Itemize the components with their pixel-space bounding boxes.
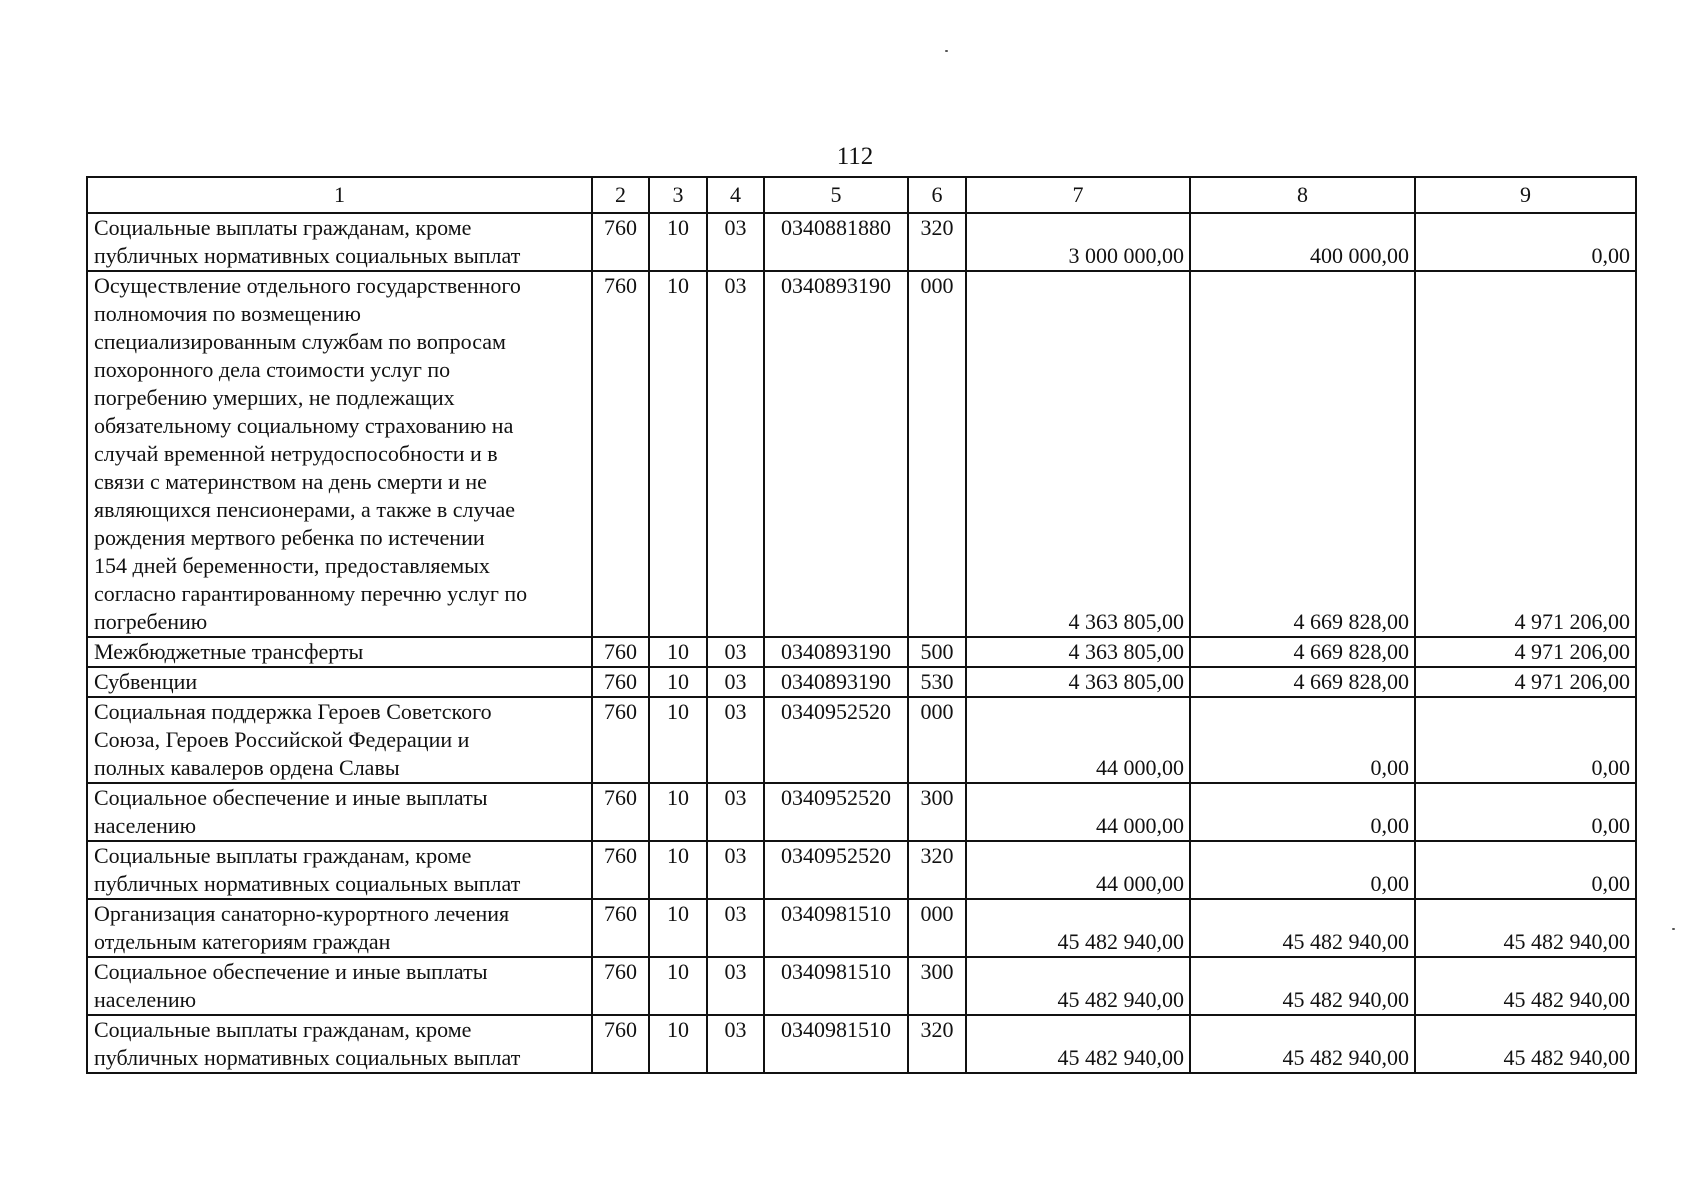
item-name (87, 841, 592, 899)
target-article-code: 0340952520 (764, 783, 908, 841)
expense-type-code: 000 (908, 697, 966, 783)
section-code: 10 (649, 783, 707, 841)
amount-year-1: 45 482 940,00 (966, 899, 1190, 957)
table-row (87, 213, 1636, 271)
item-name-line: публичных нормативных социальных выплат (94, 243, 521, 268)
ministry-code: 760 (592, 841, 649, 899)
ministry-code: 760 (592, 667, 649, 697)
item-name-line: обязательному социальному страхованию на (94, 413, 514, 438)
item-name-line: Союза, Героев Российской Федерации и (94, 727, 470, 752)
expense-type-code: 300 (908, 783, 966, 841)
table-row (87, 957, 1636, 1015)
column-number-7: 7 (966, 177, 1190, 213)
subsection-code: 03 (707, 697, 764, 783)
amount-year-2: 0,00 (1190, 841, 1415, 899)
section-code: 10 (649, 697, 707, 783)
amount-year-3: 0,00 (1415, 841, 1636, 899)
table-row (87, 271, 1636, 637)
item-name-line: полномочия по возмещению (94, 301, 361, 326)
item-name-line: Социальные выплаты гражданам, кроме (94, 843, 472, 868)
item-name-line: Социальная поддержка Героев Советского (94, 699, 492, 724)
section-code: 10 (649, 957, 707, 1015)
amount-year-3: 45 482 940,00 (1415, 899, 1636, 957)
item-name-line: Организация санаторно-курортного лечения (94, 901, 510, 926)
table-row (87, 637, 1636, 667)
table-row (87, 667, 1636, 697)
column-number-2: 2 (592, 177, 649, 213)
item-name-line: погребению умерших, не подлежащих (94, 385, 455, 410)
expense-type-code: 530 (908, 667, 966, 697)
section-code: 10 (649, 271, 707, 637)
subsection-code: 03 (707, 667, 764, 697)
amount-year-2: 45 482 940,00 (1190, 1015, 1415, 1073)
item-name-line: населению (94, 987, 197, 1012)
amount-year-1: 44 000,00 (966, 697, 1190, 783)
amount-year-1: 4 363 805,00 (966, 271, 1190, 637)
ministry-code: 760 (592, 783, 649, 841)
section-code: 10 (649, 899, 707, 957)
item-name-line: отдельным категориям граждан (94, 929, 391, 954)
expense-type-code: 300 (908, 957, 966, 1015)
amount-year-1: 4 363 805,00 (966, 637, 1190, 667)
item-name-line: Субвенции (94, 669, 198, 694)
amount-year-2: 400 000,00 (1190, 213, 1415, 271)
ministry-code: 760 (592, 957, 649, 1015)
ministry-code: 760 (592, 271, 649, 637)
expense-type-code: 500 (908, 637, 966, 667)
amount-year-1: 3 000 000,00 (966, 213, 1190, 271)
amount-year-3: 45 482 940,00 (1415, 957, 1636, 1015)
item-name-line: публичных нормативных социальных выплат (94, 871, 521, 896)
scan-speck (945, 50, 948, 52)
item-name-line: специализированным службам по вопросам (94, 329, 506, 354)
amount-year-3: 4 971 206,00 (1415, 667, 1636, 697)
expense-type-code: 320 (908, 841, 966, 899)
target-article-code: 0340981510 (764, 899, 908, 957)
subsection-code: 03 (707, 899, 764, 957)
target-article-code: 0340893190 (764, 667, 908, 697)
ministry-code: 760 (592, 697, 649, 783)
expense-type-code: 320 (908, 1015, 966, 1073)
expense-type-code: 000 (908, 271, 966, 637)
item-name (87, 957, 592, 1015)
subsection-code: 03 (707, 271, 764, 637)
expense-type-code: 320 (908, 213, 966, 271)
amount-year-1: 44 000,00 (966, 783, 1190, 841)
item-name-line: погребению (94, 609, 208, 634)
item-name (87, 899, 592, 957)
table-row (87, 1015, 1636, 1073)
column-number-6: 6 (908, 177, 966, 213)
subsection-code: 03 (707, 213, 764, 271)
target-article-code: 0340893190 (764, 637, 908, 667)
item-name-line: полных кавалеров ордена Славы (94, 755, 400, 780)
item-name (87, 1015, 592, 1073)
expense-type-code: 000 (908, 899, 966, 957)
item-name (87, 213, 592, 271)
amount-year-2: 0,00 (1190, 697, 1415, 783)
amount-year-3: 4 971 206,00 (1415, 637, 1636, 667)
column-number-3: 3 (649, 177, 707, 213)
amount-year-3: 0,00 (1415, 783, 1636, 841)
item-name-line: Социальное обеспечение и иные выплаты (94, 959, 488, 984)
ministry-code: 760 (592, 1015, 649, 1073)
column-number-9: 9 (1415, 177, 1636, 213)
column-number-8: 8 (1190, 177, 1415, 213)
item-name (87, 637, 592, 667)
target-article-code: 0340893190 (764, 271, 908, 637)
subsection-code: 03 (707, 1015, 764, 1073)
ministry-code: 760 (592, 213, 649, 271)
amount-year-2: 45 482 940,00 (1190, 957, 1415, 1015)
amount-year-1: 44 000,00 (966, 841, 1190, 899)
target-article-code: 0340981510 (764, 1015, 908, 1073)
item-name-line: связи с материнством на день смерти и не (94, 469, 487, 494)
amount-year-3: 0,00 (1415, 213, 1636, 271)
item-name-line: похоронного дела стоимости услуг по (94, 357, 451, 382)
item-name-line: населению (94, 813, 197, 838)
amount-year-2: 4 669 828,00 (1190, 271, 1415, 637)
ministry-code: 760 (592, 637, 649, 667)
target-article-code: 0340952520 (764, 841, 908, 899)
column-number-5: 5 (764, 177, 908, 213)
amount-year-1: 45 482 940,00 (966, 1015, 1190, 1073)
amount-year-3: 0,00 (1415, 697, 1636, 783)
item-name-line: публичных нормативных социальных выплат (94, 1045, 521, 1070)
table-row (87, 841, 1636, 899)
amount-year-1: 45 482 940,00 (966, 957, 1190, 1015)
section-code: 10 (649, 1015, 707, 1073)
item-name-line: случай временной нетрудоспособности и в (94, 441, 498, 466)
amount-year-2: 4 669 828,00 (1190, 667, 1415, 697)
subsection-code: 03 (707, 957, 764, 1015)
target-article-code: 0340981510 (764, 957, 908, 1015)
item-name-line: Социальное обеспечение и иные выплаты (94, 785, 488, 810)
item-name-line: согласно гарантированному перечню услуг по (94, 581, 528, 606)
ministry-code: 760 (592, 899, 649, 957)
subsection-code: 03 (707, 783, 764, 841)
item-name (87, 271, 592, 637)
subsection-code: 03 (707, 637, 764, 667)
section-code: 10 (649, 841, 707, 899)
target-article-code: 0340881880 (764, 213, 908, 271)
amount-year-3: 4 971 206,00 (1415, 271, 1636, 637)
item-name-line: Социальные выплаты гражданам, кроме (94, 1017, 472, 1042)
item-name-line: рождения мертвого ребенка по истечении (94, 525, 485, 550)
item-name-line: являющихся пенсионерами, а также в случае (94, 497, 516, 522)
item-name-line: Осуществление отдельного государственного (94, 273, 521, 298)
table-header-row (87, 177, 1636, 213)
column-number-1: 1 (87, 177, 592, 213)
amount-year-2: 0,00 (1190, 783, 1415, 841)
scan-speck (1672, 928, 1675, 930)
section-code: 10 (649, 213, 707, 271)
section-code: 10 (649, 637, 707, 667)
subsection-code: 03 (707, 841, 764, 899)
amount-year-1: 4 363 805,00 (966, 667, 1190, 697)
target-article-code: 0340952520 (764, 697, 908, 783)
table-row (87, 783, 1636, 841)
table-row (87, 899, 1636, 957)
amount-year-3: 45 482 940,00 (1415, 1015, 1636, 1073)
page-number: 112 (836, 143, 874, 170)
column-number-4: 4 (707, 177, 764, 213)
item-name-line: Социальные выплаты гражданам, кроме (94, 215, 472, 240)
table-row (87, 697, 1636, 783)
amount-year-2: 45 482 940,00 (1190, 899, 1415, 957)
item-name (87, 697, 592, 783)
item-name-line: Межбюджетные трансферты (94, 639, 364, 664)
section-code: 10 (649, 667, 707, 697)
budget-table (86, 176, 1637, 1074)
amount-year-2: 4 669 828,00 (1190, 637, 1415, 667)
item-name (87, 667, 592, 697)
item-name (87, 783, 592, 841)
item-name-line: 154 дней беременности, предоставляемых (94, 553, 490, 578)
